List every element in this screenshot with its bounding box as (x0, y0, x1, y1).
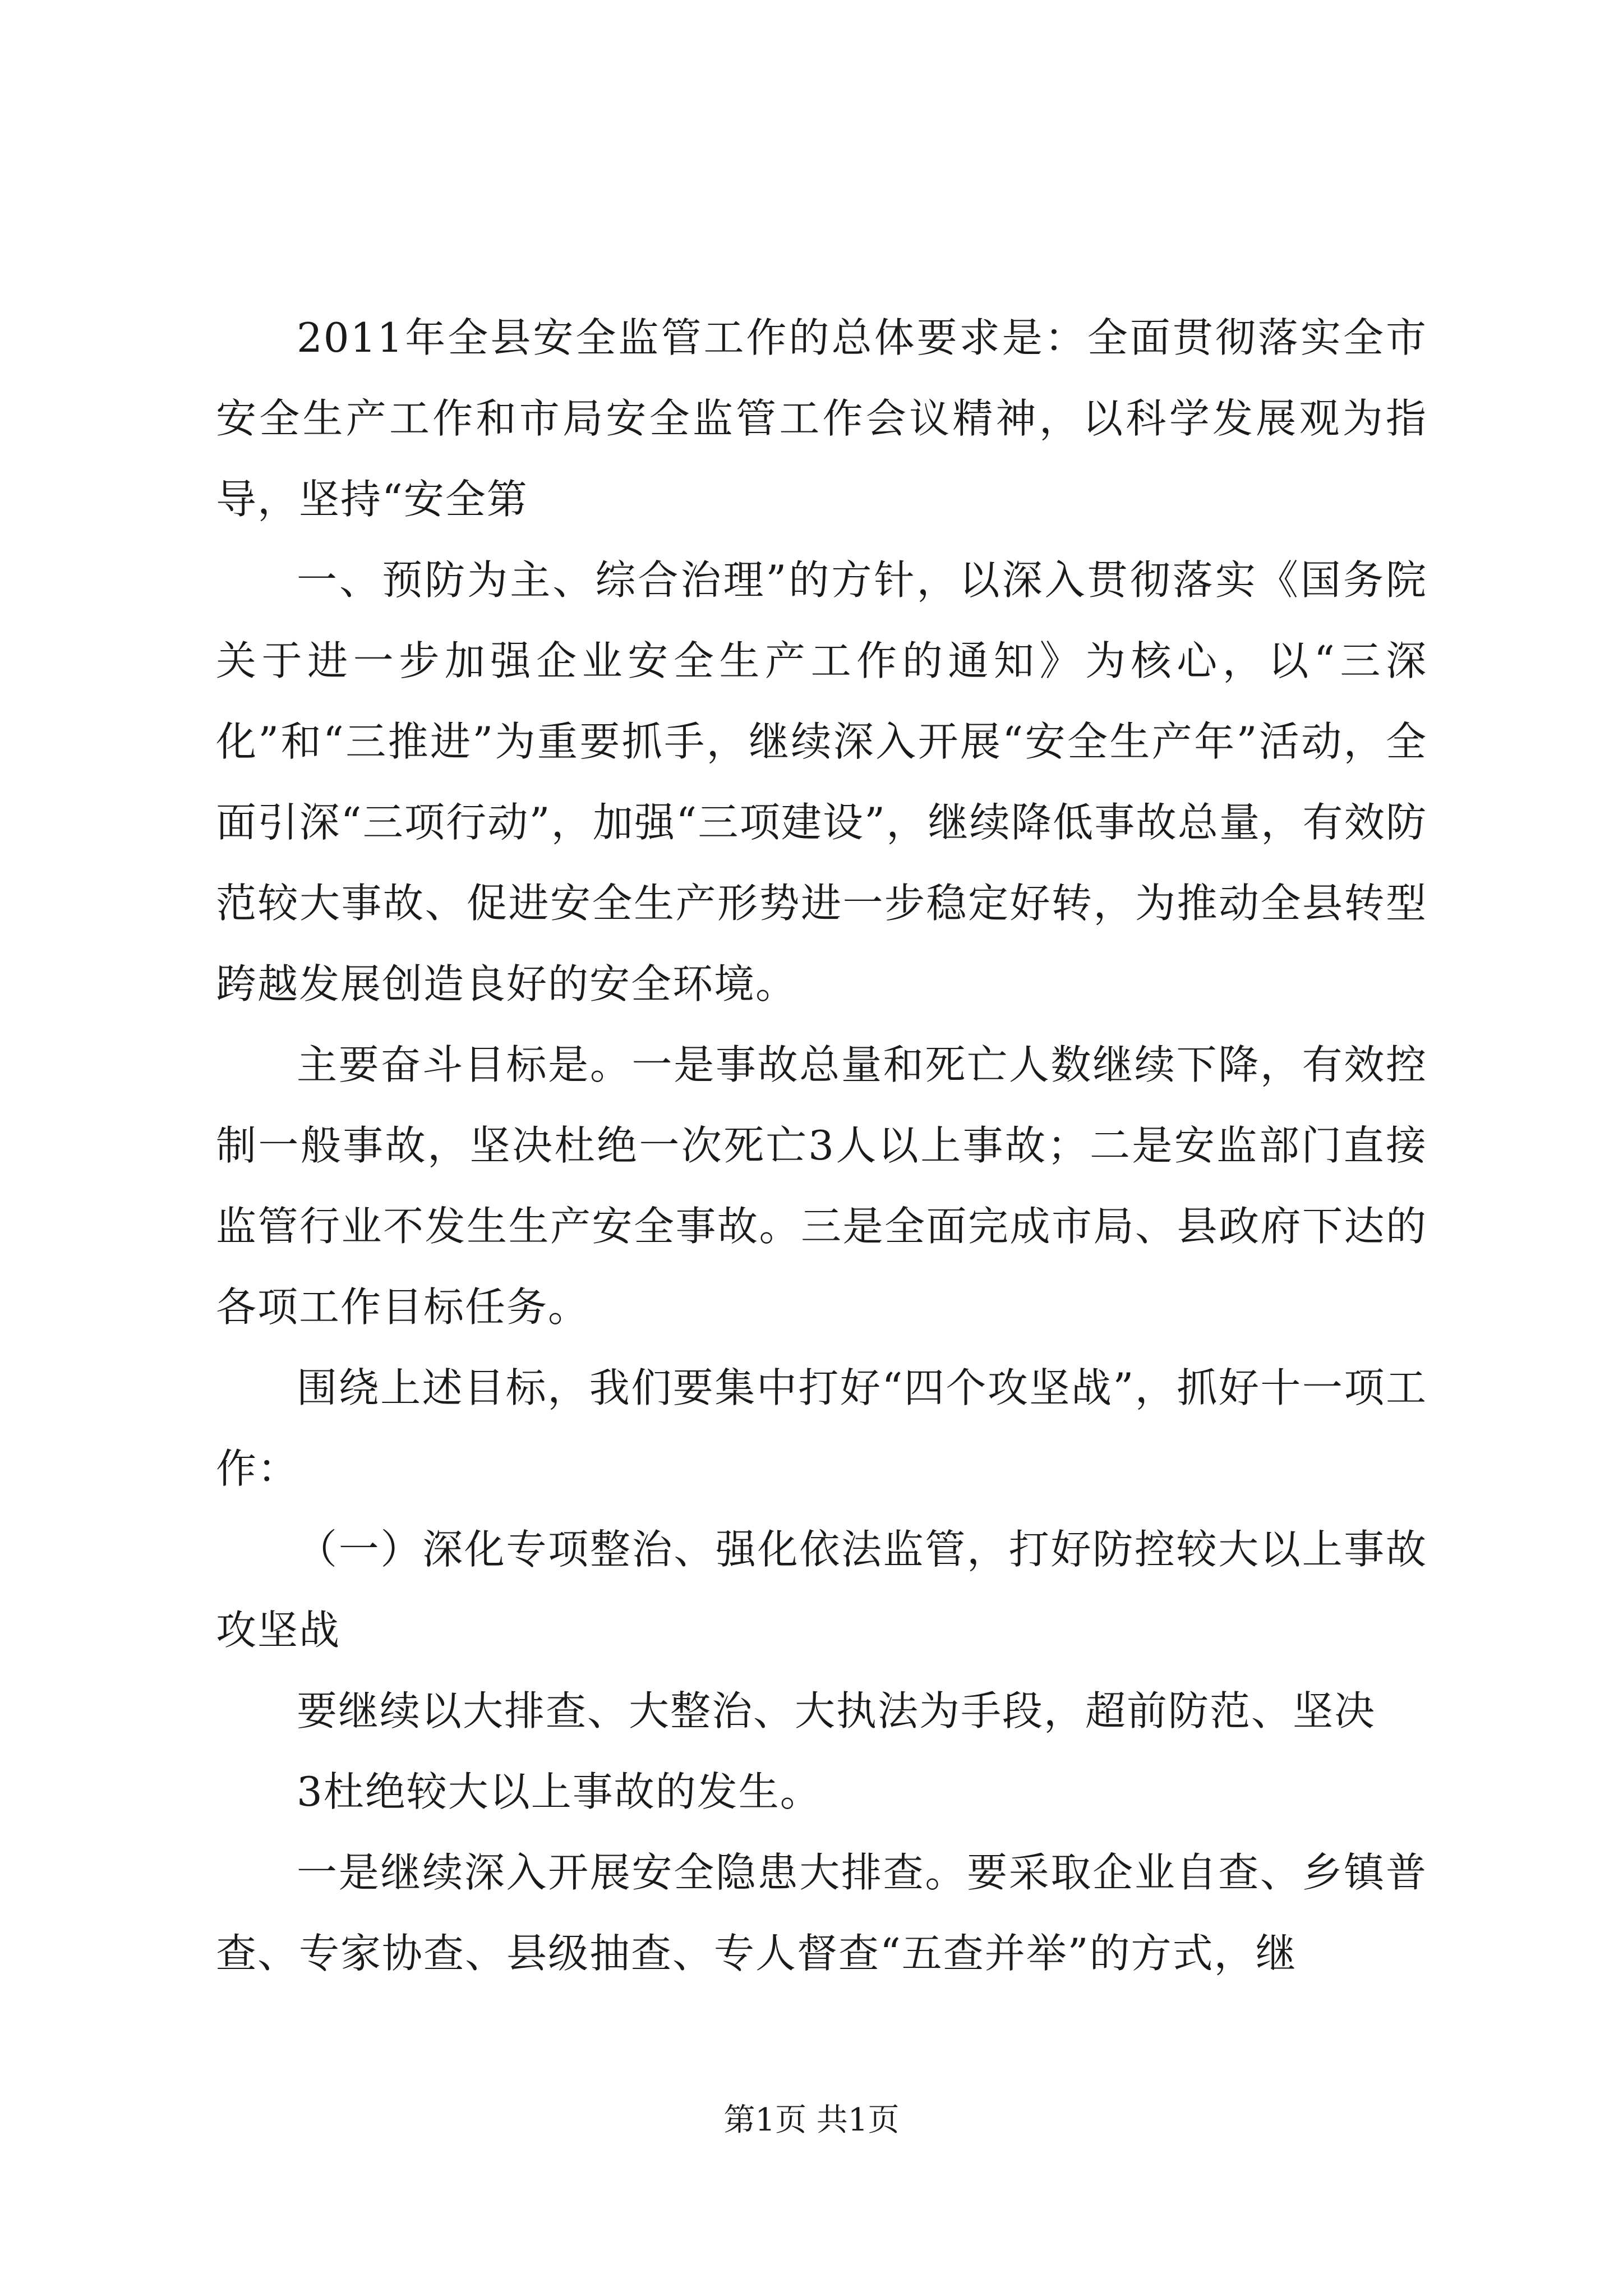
page-footer: 第1页 共1页 (723, 2102, 900, 2138)
paragraph-prevent-major-accidents: 3杜绝较大以上事故的发生。 (297, 1768, 822, 1815)
document-body (216, 297, 1427, 1994)
section-heading-one: （一）深化专项整治、强化依法监管，打好防控较大以上事故攻坚战 (216, 1526, 1427, 1654)
paragraph-guiding-principle: 一、预防为主、综合治理”的方针，以深入贯彻落实《国务院关于进一步加强企业安全生产工作的通知》为核心，以“三深化”和“三推进”为重要抓手，继续深入开展“安全生产年”活动，全面引深“三项行动”，加强“三项建设”，继续降低事故总量，有效防范较大事故、促进安全生产形势进一步稳定好转，为推动全县转型跨越发展创造良好的安全环境。 (216, 556, 1427, 1007)
paragraph-hazard-investigation: 一是继续深入开展安全隐患大排查。要采取企业自查、乡镇普查、专家协查、县级抽查、专人督查“五查并举”的方式，继 (216, 1849, 1427, 1977)
paragraph-main-goals: 主要奋斗目标是。一是事故总量和死亡人数继续下降，有效控制一般事故，坚决杜绝一次死亡3人以上事故；二是安监部门直接监管行业不发生生产安全事故。三是全面完成市局、县政府下达的各项工作目标任务。 (216, 1041, 1427, 1331)
paragraph-investigation-means: 要继续以大排查、大整治、大执法为手段，超前防范、坚决 (297, 1687, 1376, 1734)
paragraph-overall-requirements: 2011年全县安全监管工作的总体要求是：全面贯彻落实全市安全生产工作和市局安全监管工作会议精神，以科学发展观为指导，坚持“安全第 (216, 314, 1427, 523)
paragraph-four-battles: 围绕上述目标，我们要集中打好“四个攻坚战”，抓好十一项工作： (216, 1364, 1427, 1492)
